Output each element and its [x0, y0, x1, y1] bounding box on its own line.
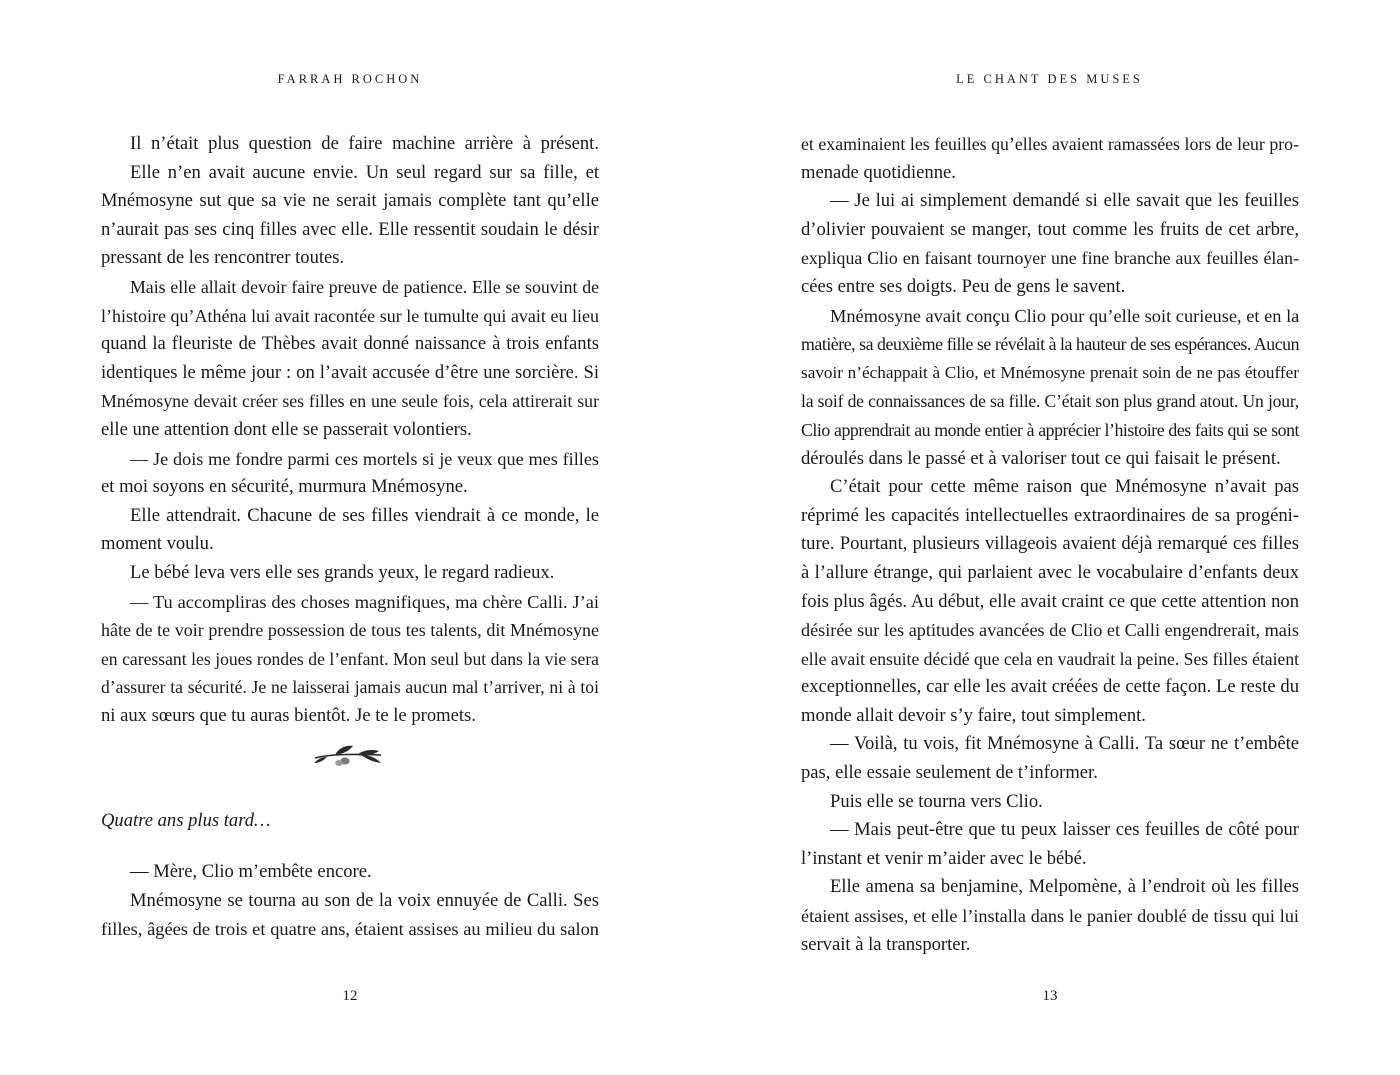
text-line: Mnémosyne sut que sa vie ne serait jamais complète tant qu’elle [101, 190, 599, 212]
text-line: quand la fleuriste de Thèbes avait donné naissance à trois enfants [101, 333, 599, 355]
section-heading: Quatre ans plus tard… [101, 810, 271, 832]
text-line: Mnémosyne devait créer ses filles en une seule fois, cela attirerait sur [101, 391, 599, 412]
running-head-author: FARRAH ROCHON [277, 72, 423, 86]
text-line: — Tu accompliras des choses magnifiques, ma chère Calli. J’ai [130, 591, 599, 612]
text-line: d’olivier pouvaient se manger, tout comme les fruits de cet arbre, [801, 218, 1299, 240]
text-line: déroulés dans le passé et à valoriser tout ce qui faisait le présent. [801, 447, 1281, 469]
left-text-block [101, 130, 599, 944]
running-head-title: LE CHANT DES MUSES [956, 72, 1143, 86]
text-line: Elle n’en avait aucune envie. Un seul regard sur sa fille, et [130, 161, 599, 183]
right-text-block [801, 130, 1299, 959]
text-line: — Je lui ai simplement demandé si elle savait que les feuilles [830, 190, 1299, 212]
text-line: expliqua Clio en faisant tournoyer une fine branche aux feuilles élan- [801, 248, 1299, 269]
text-line: Puis elle se tourna vers Clio. [830, 790, 1043, 812]
text-line: ni aux sœurs que tu auras bientôt. Je te le promets. [101, 704, 476, 726]
text-line: — Mais peut-être que tu peux laisser ces feuilles de côté pour [830, 819, 1299, 841]
text-line: Elle attendrait. Chacune de ses filles viendrait à ce monde, le [130, 504, 599, 526]
text-line: cées entre ses doigts. Peu de gens le savent. [801, 275, 1126, 297]
text-line: pressant de les rencontrer toutes. [101, 247, 345, 269]
text-line: et moi soyons en sécurité, murmura Mnémosyne. [101, 476, 468, 498]
text-line: Mais elle allait devoir faire preuve de patience. Elle se souvint de [130, 276, 599, 297]
section-break [101, 730, 599, 787]
text-line: d’assurer ta sécurité. Je ne laisserai jamais aucun mal t’arriver, ni à toi [101, 677, 599, 698]
text-line: réprimé les capacités intellectuelles extraordinaires de sa progéni- [801, 504, 1299, 526]
text-line: savoir n’échappait à Clio, et Mnémosyne prenait soin de ne pas étouffer [801, 362, 1299, 382]
text-line: l’instant et venir m’aider avec le bébé. [801, 847, 1087, 869]
text-line: identiques le même jour : on l’avait accusée d’être une sorcière. Si [101, 361, 599, 383]
spacer [101, 787, 599, 807]
text-line: à l’allure étrange, qui parlaient avec le vocabulaire d’enfants deux [801, 561, 1299, 583]
text-line: n’aurait pas ses cinq filles avec elle. Elle ressentit soudain le désir [101, 218, 599, 240]
text-line: la soif de connaissances de sa fille. C’était son plus grand atout. Un jour, [801, 391, 1299, 412]
text-line: Elle amena sa benjamine, Melpomène, à l’endroit où les filles [830, 876, 1299, 898]
text-line: filles, âgées de trois et quatre ans, étaient assises au milieu du salon [101, 919, 599, 940]
text-line: pas, elle essaie seulement de t’informer. [801, 762, 1098, 784]
text-line: monde allait devoir s’y faire, tout simplement. [801, 704, 1146, 726]
text-line: — Voilà, tu vois, fit Mnémosyne à Calli. Ta sœur ne t’embête [830, 733, 1299, 755]
text-line: étaient assises, et elle l’installa dans le panier doublé de tissu qui lui [801, 906, 1299, 927]
text-line: moment voulu. [101, 533, 214, 555]
text-line: en caressant les joues rondes de l’enfant. Mon seul but dans la vie sera [101, 648, 599, 669]
text-line: Mnémosyne avait conçu Clio pour qu’elle soit curieuse, et en la [830, 305, 1300, 326]
text-line: elle avait ensuite décidé que cela en vaudrait la peine. Ses filles étaient [801, 648, 1299, 669]
page-number: 13 [1042, 988, 1058, 1004]
text-line: C’était pour cette même raison que Mnémosyne n’avait pas [830, 476, 1299, 498]
right-page [700, 0, 1400, 1075]
text-line: et examinaient les feuilles qu’elles avaient ramassées lors de leur pro- [801, 134, 1299, 154]
text-line: — Mère, Clio m’embête encore. [130, 861, 372, 883]
text-line: fois plus âgés. Au début, elle avait craint ce que cette attention non [801, 590, 1299, 612]
text-line: elle une attention dont elle se passerait volontiers. [101, 418, 472, 440]
text-line: l’histoire qu’Athéna lui avait racontée sur le tumulte qui avait eu lieu [101, 305, 599, 326]
spacer [101, 836, 599, 858]
text-line: Le bébé leva vers elle ses grands yeux, le regard radieux. [130, 561, 555, 583]
text-line: Clio apprendrait au monde entier à apprécier l’histoire des faits qui se sont [801, 419, 1299, 440]
olive-branch-icon [313, 742, 385, 770]
text-line: Mnémosyne se tourna au son de la voix ennuyée de Calli. Ses [130, 889, 599, 911]
text-line: — Je dois me fondre parmi ces mortels si je veux que mes filles [130, 448, 599, 469]
text-line: menade quotidienne. [801, 161, 956, 183]
text-line: matière, sa deuxième fille se révélait à la hauteur de ses espérances. Aucun [801, 334, 1300, 355]
text-line: Il n’était plus question de faire machine arrière à présent. [130, 133, 599, 154]
page-number: 12 [342, 988, 358, 1004]
text-line: exceptionnelles, car elle les avait créées de cette façon. Le reste du [801, 676, 1299, 698]
text-line: hâte de te voir prendre possession de tous tes talents, dit Mnémosyne [101, 620, 599, 641]
text-line: servait à la transporter. [801, 933, 971, 955]
text-line: ture. Pourtant, plusieurs villageois avaient déjà remarqué ces filles [801, 533, 1299, 555]
text-line: désirée sur les aptitudes avancées de Clio et Calli engendrerait, mais [801, 620, 1299, 641]
